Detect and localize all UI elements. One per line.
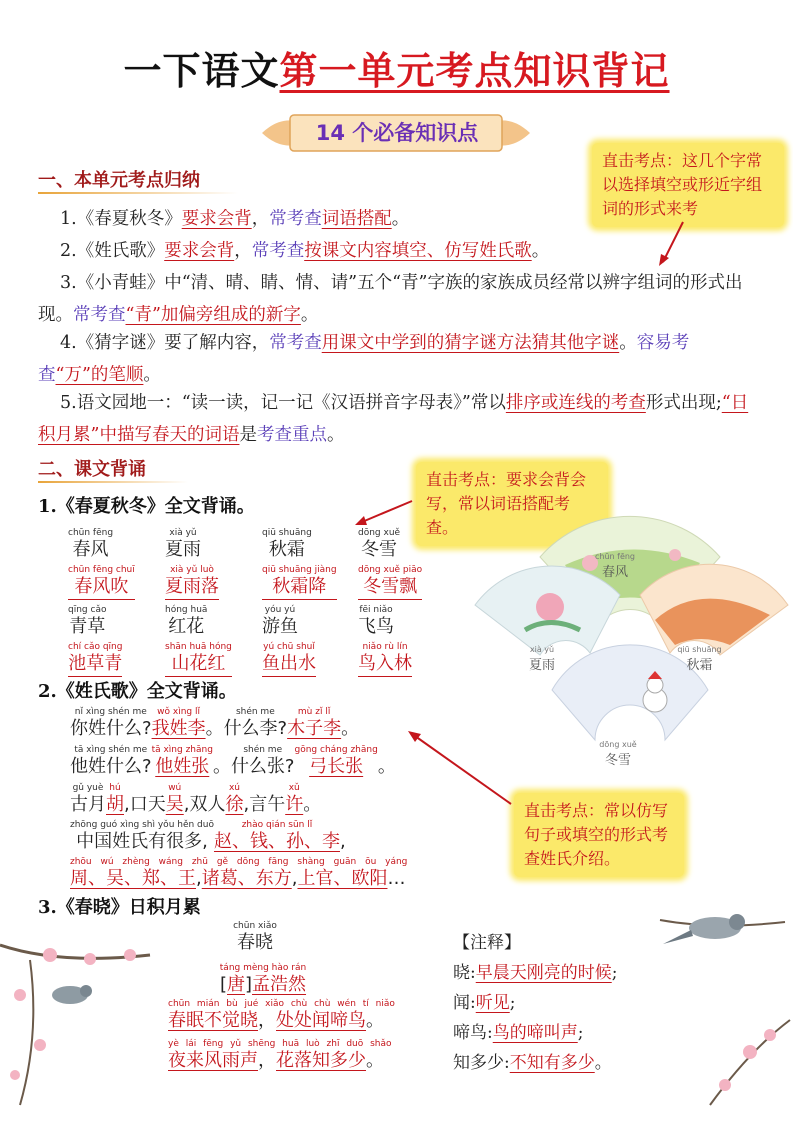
item-3: 3.《小青蛙》中“清、晴、睛、情、请”五个“青”字族的家族成员经常以辨字组词的形式出现。常考查“青”加偏旁组成的新字。 bbox=[38, 273, 743, 325]
word-item: xià yǔ 夏雨 bbox=[165, 528, 201, 560]
notes-heading: 【注释】 bbox=[453, 933, 521, 953]
banner-text: 14 个必备知识点 bbox=[315, 121, 479, 145]
fan-label-summer: xià yǔ 夏雨 bbox=[528, 645, 555, 673]
word-item: chí cǎo qīng 池草青 bbox=[68, 642, 122, 677]
poem-title: chūn xiǎo 春晓 bbox=[233, 921, 277, 953]
word-item: qīng cǎo 青草 bbox=[68, 605, 107, 637]
song-line: gǔ yuè 古月 hú 胡 ,口天 wú 吴 ,双人 xú 徐 ,言午 xǔ 许 。 bbox=[70, 783, 322, 815]
song-line: zhōu wú zhèng wáng zhū gě dōng fāng shàng guān ōu yáng 周、吴、郑、王,诸葛、东方,上官、欧阳… bbox=[70, 857, 408, 889]
song-line: nǐ xìng shén me 你姓什么? wǒ xìng lǐ 我姓李 。 shén me 什么李? mù zǐ lǐ 木子李 。 bbox=[70, 707, 360, 739]
fan-label-winter: dōng xuě 冬雪 bbox=[599, 740, 637, 768]
arrow-icon bbox=[352, 498, 414, 528]
note-item: 晓:早晨天刚亮的时候; bbox=[453, 963, 618, 983]
poem-line-1: chūn mián bù jué xiǎo chù chù wén tí niǎo 春眠不觉晓，处处闻啼鸟。 bbox=[168, 999, 395, 1031]
word-item: dōng xuě piāo 冬雪飘 bbox=[358, 565, 422, 600]
word-item: dōng xuě 冬雪 bbox=[358, 528, 401, 560]
poem-line-2: yè lái fēng yǔ shēng huā luò zhī duō shǎo 夜来风雨声，花落知多少。 bbox=[168, 1039, 392, 1071]
callout-2: 直击考点：要求会背会写，常以词语搭配考查。 bbox=[416, 462, 608, 546]
word-item: chūn fēng 春风 bbox=[68, 528, 114, 560]
word-item: hóng huā 红花 bbox=[165, 605, 208, 637]
bird-illustration bbox=[655, 900, 790, 970]
note-item: 闻:听见; bbox=[453, 993, 516, 1013]
page-title: 一下语文第一单元考点知识背记 bbox=[123, 49, 670, 93]
word-item: niǎo rù lín 鸟入林 bbox=[358, 642, 412, 677]
poem-author: táng mèng hào rán [唐]孟浩然 bbox=[219, 963, 307, 995]
song-line: tā xìng shén me 他姓什么? tā xìng zhāng 他姓张 。 shén me 什么张? gōng cháng zhāng 弓长张 。 bbox=[70, 745, 396, 777]
song-line: zhōng guó xìng shì yǒu hěn duō 中国姓氏有很多, zhào qián sūn lǐ 赵、钱、孙、李 , bbox=[70, 820, 346, 852]
callout-3: 直击考点：常以仿写句子或填空的形式考查姓氏介绍。 bbox=[514, 793, 684, 877]
fan-label-spring: chūn fēng 春风 bbox=[594, 552, 636, 580]
blossom-branch-illustration bbox=[0, 915, 165, 1110]
word-item: chūn fēng chuī 春风吹 bbox=[68, 565, 135, 600]
word-item: qiū shuāng jiàng 秋霜降 bbox=[262, 565, 337, 600]
poem-notes bbox=[453, 928, 617, 1078]
item-4: 4.《猜字谜》要了解内容，常考查用课文中学到的猜字谜方法猜其他字谜。容易考查“万”的笔顺。 bbox=[38, 333, 690, 385]
fan-label-autumn: qiū shuāng 秋霜 bbox=[677, 645, 722, 673]
word-item: shān huā hóng 山花红 bbox=[165, 642, 232, 677]
note-item: 啼鸟:鸟的啼叫声; bbox=[453, 1023, 584, 1043]
word-item: fēi niǎo 飞鸟 bbox=[358, 605, 394, 637]
item-1: 1.《春夏秋冬》要求会背，常考查词语搭配。 bbox=[60, 209, 410, 229]
subheading-1: 1.《春夏秋冬》全文背诵。 bbox=[38, 496, 255, 517]
section1-heading: 一、本单元考点归纳 bbox=[38, 166, 200, 192]
subheading-3: 3.《春晓》日积月累 bbox=[38, 897, 201, 918]
word-item: yóu yú 游鱼 bbox=[262, 605, 298, 637]
callout-1: 直击考点：这几个字常以选择填空或形近字组词的形式来考 bbox=[592, 143, 784, 227]
word-item: yú chū shuǐ 鱼出水 bbox=[262, 642, 316, 677]
item-2: 2.《姓氏歌》要求会背，常考查按课文内容填空、仿写姓氏歌。 bbox=[60, 241, 550, 261]
blossom-corner-illustration bbox=[690, 1010, 793, 1110]
word-item: xià yǔ luò 夏雨落 bbox=[165, 565, 219, 600]
item-5: 5.语文园地一：“读一读，记一记《汉语拼音字母表》”常以排序或连线的考查形式出现;“日积月累”中描写春天的词语是考查重点。 bbox=[38, 393, 749, 445]
subheading-2: 2.《姓氏歌》全文背诵。 bbox=[38, 681, 237, 702]
section2-heading: 二、课文背诵 bbox=[38, 455, 146, 481]
arrow-icon bbox=[405, 728, 515, 808]
note-item: 知多少:不知有多少。 bbox=[453, 1053, 612, 1073]
word-item: qiū shuāng 秋霜 bbox=[262, 528, 312, 560]
